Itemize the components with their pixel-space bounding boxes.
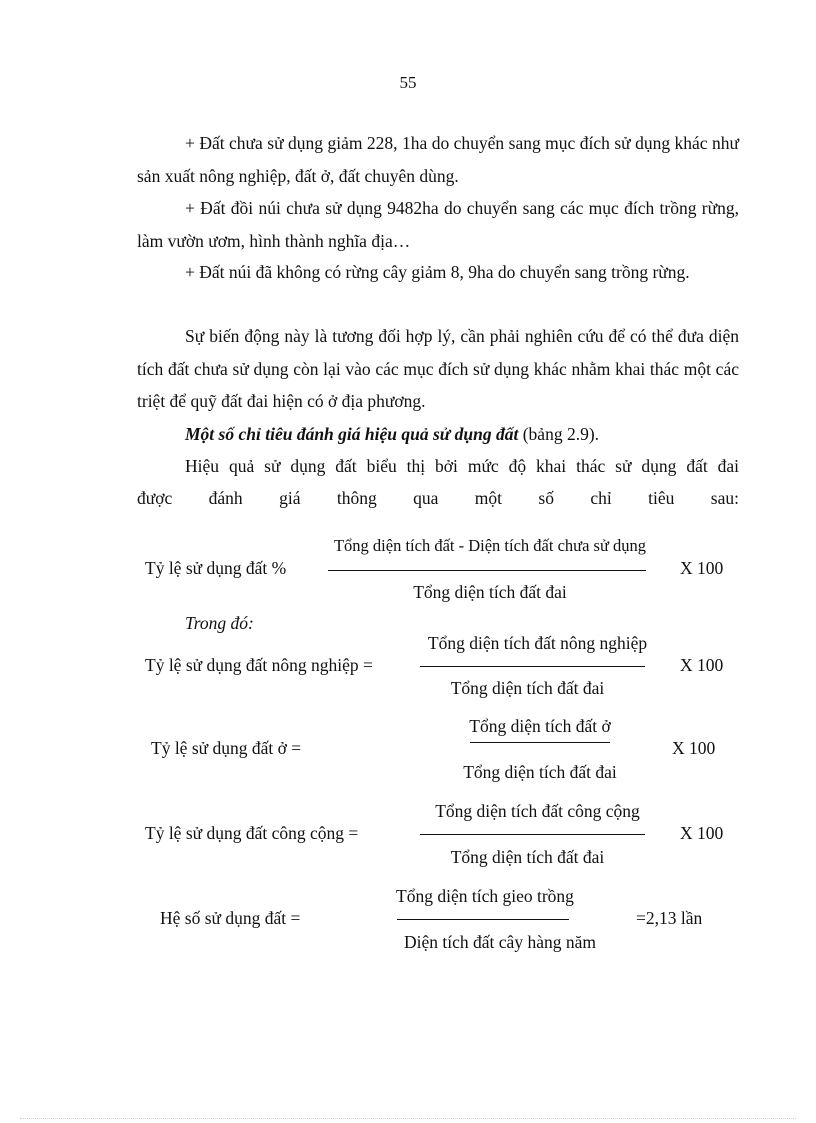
- formula-numerator: Tổng diện tích đất công cộng: [435, 801, 640, 821]
- formula-multiplier: X 100: [672, 738, 716, 758]
- fraction-line: [328, 570, 646, 571]
- paragraph-efficiency-line1: Hiệu quả sử dụng đất biểu thị bởi mức độ khai thác sử dụng đất đai: [185, 456, 739, 476]
- formula-multiplier: X 100: [680, 558, 724, 578]
- formula-denominator: Tổng diện tích đất đai: [463, 762, 617, 782]
- paragraph-change-assessment: Sự biến động này là tương đối hợp lý, cần phải nghiên cứu để có thể đưa diện tích đất chưa sử dụng còn lại vào các mục đích sử dụng khác nhằm khai thác một các triệt để quỹ đất đai hiện có ở địa phương.: [137, 326, 739, 411]
- page-bottom-rule: [20, 1118, 796, 1119]
- trong-do-label: Trong đó:: [185, 613, 254, 633]
- formula-numerator: Tổng diện tích đất - Diện tích đất chưa sử dụng: [333, 536, 647, 555]
- paragraph-efficiency-line2: được đánh giá thông qua một số chỉ tiêu sau:: [137, 488, 739, 508]
- formula-denominator: Tổng diện tích đất đai: [450, 678, 605, 698]
- indicators-heading-bold: Một số chỉ tiêu đánh giá hiệu quả sử dụng đất: [185, 424, 519, 444]
- formula-numerator: Tổng diện tích gieo trồng: [396, 886, 574, 906]
- formula-numerator: Tổng diện tích đất ở: [469, 716, 611, 736]
- paragraph-hill-land: + Đất đồi núi chưa sử dụng 9482ha do chuyển sang các mục đích trồng rừng, làm vườn ươm, hình thành nghĩa địa…: [137, 198, 739, 251]
- paragraph-land-unused-decrease: + Đất chưa sử dụng giảm 228, 1ha do chuyển sang mục đích sử dụng khác như sản xuất nông nghiệp, đất ở, đất chuyên dùng.: [137, 133, 739, 186]
- formula-numerator: Tổng diện tích đất nông nghiệp: [427, 633, 648, 653]
- formula-label: Tỷ lệ sử dụng đất %: [145, 558, 287, 578]
- paragraph-mountain-land: + Đất núi đã không có rừng cây giảm 8, 9ha do chuyển sang trồng rừng.: [185, 262, 690, 282]
- formula-label: Tỷ lệ sử dụng đất công cộng =: [145, 823, 359, 843]
- formula-denominator: Tổng diện tích đất đai: [450, 847, 605, 867]
- page-number: 55: [399, 73, 417, 92]
- formula-denominator: Tổng diện tích đất đai: [413, 582, 567, 602]
- formula-multiplier: X 100: [680, 655, 724, 675]
- formula-denominator: Diện tích đất cây hàng năm: [404, 932, 596, 952]
- formula-result: =2,13 lần: [636, 908, 703, 928]
- paragraph-indicators-heading: [137, 418, 739, 451]
- formula-label: Tỷ lệ sử dụng đất nông nghiệp =: [145, 655, 373, 675]
- formula-label: Hệ số sử dụng đất =: [160, 908, 301, 928]
- formula-multiplier: X 100: [680, 823, 724, 843]
- fraction-line: [420, 666, 645, 667]
- indicators-heading-ref: (bảng 2.9).: [518, 424, 600, 444]
- fraction-line: [420, 834, 645, 835]
- fraction-line: [397, 919, 569, 920]
- formula-label: Tỷ lệ sử dụng đất ở =: [151, 738, 302, 758]
- fraction-line: [470, 742, 610, 743]
